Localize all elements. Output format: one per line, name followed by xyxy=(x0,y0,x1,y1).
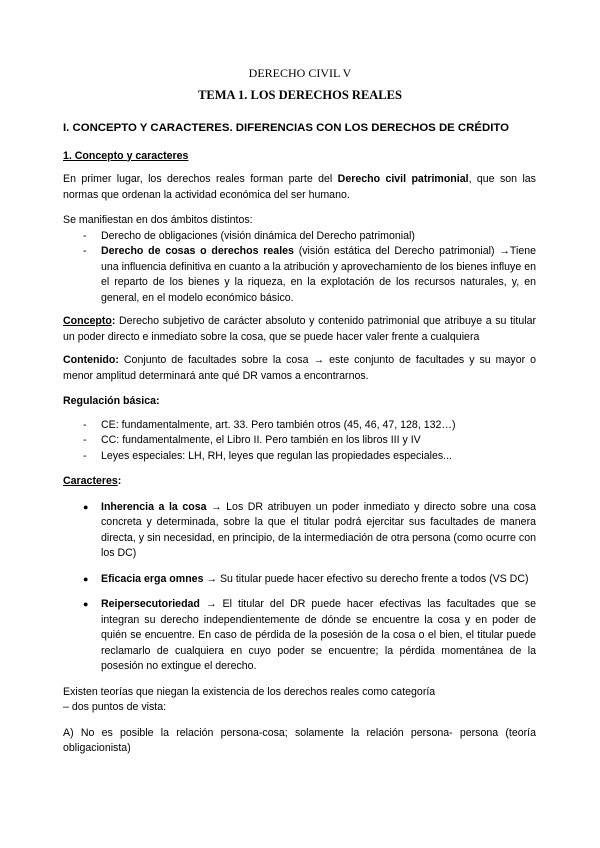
ambits-list xyxy=(63,229,536,307)
list-item-text: (visión estática del Derecho patrimonial) →Tiene una influencia definitiva en cuanto a la atribución y aprovechamiento de los bienes influye en el reparto de los bienes y la riqueza, en la explotación de los recursos naturales, y, en general, en el modelo económico básico. xyxy=(101,245,536,304)
list-item xyxy=(63,244,536,306)
intro-text: En primer lugar, los derechos reales forman parte del xyxy=(63,173,338,185)
subsection-title: 1. Concepto y caracteres xyxy=(63,149,189,162)
concepto-paragraph xyxy=(63,314,536,345)
concepto-text: Derecho subjetivo de carácter absoluto y contenido patrimonial que atribuye a su titular un poder directo e inmediato sobre la cosa, que se puede hacer valer frente a cualquiera xyxy=(63,315,536,343)
intro-bold: Derecho civil patrimonial xyxy=(337,173,469,185)
list-item-text: CE: fundamentalmente, art. 33. Pero también otros (45, 46, 47, 128, 132…) xyxy=(101,418,456,431)
caracteres-list xyxy=(63,500,536,675)
bullet-marker: ● xyxy=(83,599,89,609)
list-item-text: Leyes especiales: LH, RH, leyes que regulan las propiedades especiales... xyxy=(101,449,452,462)
theory-a: A) No es posible la relación persona-cosa; solamente la relación persona- persona (teoría obligacionista) xyxy=(63,726,536,754)
caracteres-colon: : xyxy=(117,475,122,487)
dash-marker: - xyxy=(83,245,87,257)
list-item-bold: Derecho de cosas o derechos reales xyxy=(101,245,294,257)
list-item xyxy=(63,449,536,465)
list-item xyxy=(63,229,536,245)
caracteres-title xyxy=(63,474,536,490)
contenido-text: Conjunto de facultades sobre la cosa → este conjunto de facultades y su mayor o menor amplitud determinará ante qué DR vamos a encontrarnos. xyxy=(63,354,536,382)
contenido-label: Contenido: xyxy=(63,354,119,366)
theories-line: – dos puntos de vista: xyxy=(63,701,167,713)
list-item-bold: Eficacia erga omnes xyxy=(101,572,204,585)
list-item-text: CC: fundamentalmente, el Libro II. Pero también en los libros III y IV xyxy=(101,434,421,446)
intro-text-end: , que son las normas que ordenan la actividad económica del ser humano. xyxy=(63,173,536,201)
bullet-marker: ● xyxy=(83,501,89,512)
list-item-text: → El titular del DR puede hacer efectivas las facultades que se integran su derecho independientemente de dónde se encuentre la cosa y en poder de quién se encuentre. En caso de pérdida de la posesión de la cosa o el bien, el titular puede reclamarlo de cualquiera en cuyo poder se encuentre; la pérdida momentánea de la posesión no extingue el derecho. xyxy=(101,598,536,672)
regulacion-title: Regulación básica: xyxy=(63,395,160,407)
list-item xyxy=(63,433,536,449)
list-item-bold: Inherencia a la cosa xyxy=(101,500,207,513)
list-item xyxy=(63,572,536,588)
list-item-text: → Su titular puede hacer efectivo su derecho frente a todos (VS DC) xyxy=(203,572,529,585)
contenido-paragraph xyxy=(63,353,536,384)
ambits-lead: Se manifiestan en dos ámbitos distintos: xyxy=(63,214,253,226)
dash-marker: - xyxy=(83,418,87,431)
list-item xyxy=(63,418,536,434)
concepto-label: Concepto xyxy=(63,315,112,327)
list-item-text: Derecho de obligaciones (visión dinámica del Derecho patrimonial) xyxy=(101,229,415,242)
topic-title: TEMA 1. LOS DERECHOS REALES xyxy=(198,88,402,102)
document-body xyxy=(63,121,536,757)
dash-marker: - xyxy=(83,229,87,242)
dash-marker: - xyxy=(83,434,87,446)
list-item xyxy=(63,597,536,675)
regulacion-list xyxy=(63,418,536,465)
theories-line: Existen teorías que niegan la existencia de los derechos reales como categoría xyxy=(63,685,436,698)
list-item-text: → Los DR atribuyen un poder inmediato y directo sobre una cosa concreta y determinada, sobre la que el titular podrá ejercitar sus facultades de manera directa, y sin necesidad, en principio, de la intermediación de otra persona (como ocurre con los DC) xyxy=(101,500,536,559)
section-title: I. CONCEPTO Y CARACTERES. DIFERENCIAS CON LOS DERECHOS DE CRÉDITO xyxy=(63,122,509,134)
list-item xyxy=(63,500,536,562)
intro-paragraph xyxy=(63,172,536,203)
course-header: DERECHO CIVIL V xyxy=(248,66,352,80)
bullet-marker: ● xyxy=(83,573,89,584)
concepto-colon: : xyxy=(111,315,116,327)
dash-marker: - xyxy=(83,449,87,462)
list-item-bold: Reipersecutoriedad xyxy=(101,598,200,610)
caracteres-label: Caracteres xyxy=(63,475,118,487)
